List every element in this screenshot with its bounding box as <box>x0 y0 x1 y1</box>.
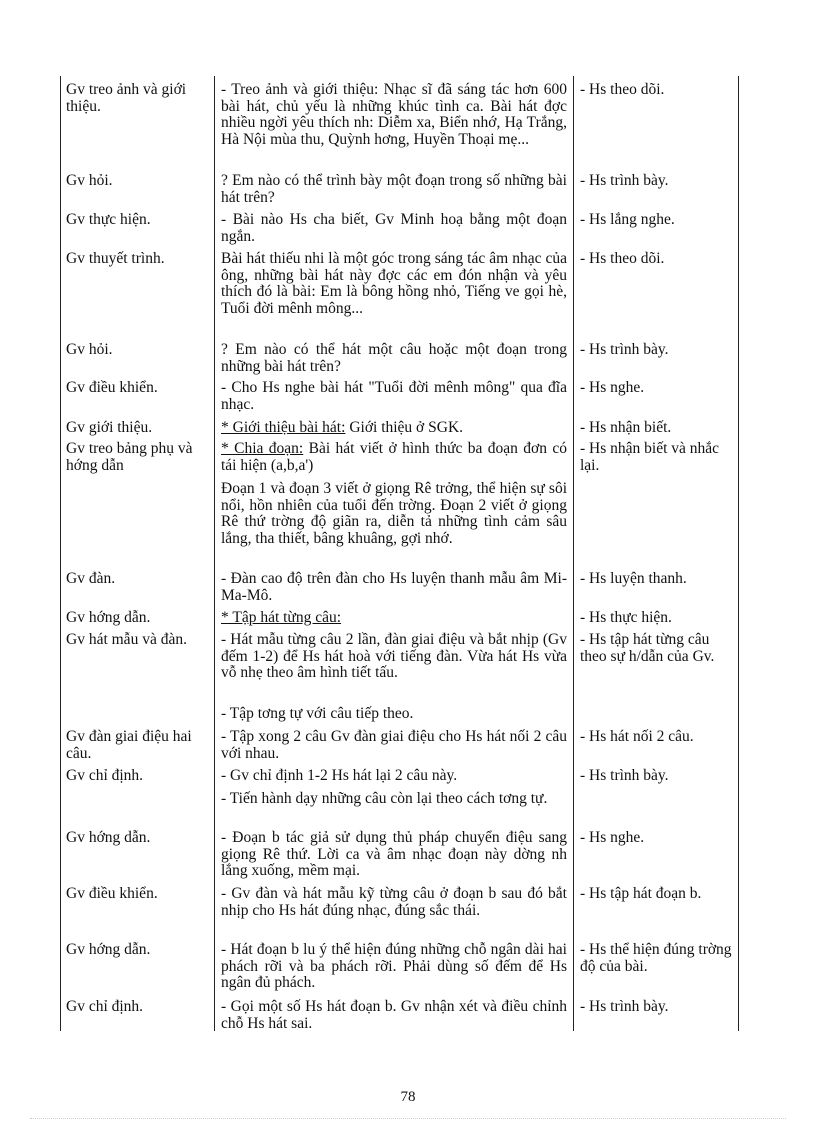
lesson-content: - Cho Hs nghe bài hát "Tuổi đời mênh mông" qua đĩa nhạc. <box>221 379 567 413</box>
student-activity: - Hs nghe. <box>580 379 645 396</box>
student-activity: - Hs luyện thanh. <box>580 570 687 587</box>
student-activity: - Hs trình bày. <box>580 767 669 784</box>
teacher-activity: Gv giới thiệu. <box>66 419 153 436</box>
student-activity: - Hs nhận biết và nhắc lại. <box>580 440 720 474</box>
student-activity: - Hs tập hát đoạn b. <box>580 885 702 902</box>
lesson-content: - Đoạn b tác giả sử dụng thủ pháp chuyển điệu sang giọng Rê thứ. Lời ca và âm nhạc đoạn này dờng nh lắng xuống, mềm mại. <box>221 829 567 880</box>
lesson-content: ? Em nào có thể hát một câu hoặc một đoạn trong những bài hát trên? <box>221 341 567 375</box>
student-activity: - Hs nghe. <box>580 829 645 846</box>
student-activity: - Hs nhận biết. <box>580 419 672 436</box>
section-heading: * Tập hát từng câu: <box>221 609 342 626</box>
table-border-left <box>60 76 61 1031</box>
lesson-content: - Đàn cao độ trên đàn cho Hs luyện thanh mẫu âm Mi-Ma-Mô. <box>221 570 567 604</box>
teacher-activity: Gv hớng dẫn. <box>66 829 151 846</box>
teacher-activity: Gv hát mẫu và đàn. <box>66 631 187 648</box>
lesson-content: - Gv đàn và hát mẫu kỹ từng câu ở đoạn b sau đó bắt nhịp cho Hs hát đúng nhạc, đúng sắc thái. <box>221 885 567 919</box>
student-activity: - Hs thực hiện. <box>580 609 672 626</box>
section-text: Bài hát viết ở hình thức ba đoạn đơn có tái hiện (a,b,a') <box>221 440 567 474</box>
table-divider-1 <box>214 76 215 1031</box>
teacher-activity: Gv treo ảnh và giới thiệu. <box>66 81 187 115</box>
teacher-activity: Gv hớng dẫn. <box>66 609 151 626</box>
lesson-content: - Gọi một số Hs hát đoạn b. Gv nhận xét và điều chỉnh chỗ Hs hát sai. <box>221 998 567 1032</box>
footer-dotted-line <box>30 1118 786 1119</box>
teacher-activity: Gv thực hiện. <box>66 211 151 228</box>
lesson-content: - Tập tơng tự với câu tiếp theo. <box>221 705 414 722</box>
teacher-activity: Gv thuyết trình. <box>66 250 165 267</box>
student-activity: - Hs trình bày. <box>580 341 669 358</box>
lesson-content <box>221 420 567 437</box>
table-divider-2 <box>573 76 574 1031</box>
student-activity: - Hs trình bày. <box>580 998 669 1015</box>
table-border-right <box>738 76 739 1031</box>
teacher-activity: Gv chỉ định. <box>66 767 144 784</box>
lesson-content: - Tiến hành dạy những câu còn lại theo cách tơng tự. <box>221 790 548 807</box>
student-activity: - Hs tập hát từng câu theo sự h/dẫn của Gv. <box>580 631 715 665</box>
teacher-activity: Gv hỏi. <box>66 341 113 358</box>
section-text: Giới thiệu ở SGK. <box>345 419 464 436</box>
lesson-content: Bài hát thiếu nhi là một góc trong sáng tác âm nhạc của ông, những bài hát này đợc các em đón nhận và yêu thích đó là bài: Em là bông hồng nhỏ, Tiếng ve gọi hè, Tuổi đời mênh mông... <box>221 250 567 317</box>
student-activity: - Hs hát nối 2 câu. <box>580 728 694 745</box>
lesson-content <box>221 441 567 474</box>
teacher-activity: Gv điều khiển. <box>66 379 158 396</box>
student-activity: - Hs trình bày. <box>580 172 669 189</box>
student-activity: - Hs theo dõi. <box>580 250 665 267</box>
section-heading: * Chia đoạn: <box>221 440 304 457</box>
lesson-content: - Treo ảnh và giới thiệu: Nhạc sĩ đã sáng tác hơn 600 bài hát, chủ yếu là những khúc tình ca. Bài hát đợc nhiều ngời yêu thích nh: Diễm xa, Biển nhớ, Hạ Trắng, Hà Nội mùa thu, Quỳnh hơng, Huyền Thoại mẹ... <box>221 81 567 148</box>
lesson-content: - Hát mẫu từng câu 2 lần, đàn giai điệu và bắt nhịp (Gv đếm 1-2) để Hs hát hoà với tiếng đàn. Vừa hát Hs vừa vỗ nhẹ theo âm hình tiết tấu. <box>221 631 567 682</box>
lesson-content: - Tập xong 2 câu Gv đàn giai điệu cho Hs hát nối 2 câu với nhau. <box>221 728 567 762</box>
student-activity: - Hs lắng nghe. <box>580 211 675 228</box>
teacher-activity: Gv đàn giai điệu hai câu. <box>66 728 192 762</box>
teacher-activity: Gv hỏi. <box>66 172 113 189</box>
lesson-content: - Bài nào Hs cha biết, Gv Minh hoạ bằng một đoạn ngắn. <box>221 211 567 245</box>
page-number: 78 <box>400 1089 416 1105</box>
student-activity: - Hs theo dõi. <box>580 81 665 98</box>
lesson-content: Đoạn 1 và đoạn 3 viết ở giọng Rê trởng, thể hiện sự sôi nổi, hồn nhiên của tuổi đến trờng. Đoạn 2 viết ở giọng Rê thứ trờng độ giãn ra, diễn tả những tình cảm sâu lắng, tha thiết, bâng khuâng, gợi nhớ. <box>221 480 567 547</box>
student-activity: - Hs thể hiện đúng trờng độ của bài. <box>580 941 732 975</box>
teacher-activity: Gv điều khiển. <box>66 885 158 902</box>
lesson-content: - Gv chỉ định 1-2 Hs hát lại 2 câu này. <box>221 767 458 784</box>
teacher-activity: Gv chỉ định. <box>66 998 144 1015</box>
lesson-content: ? Em nào có thể trình bày một đoạn trong số những bài hát trên? <box>221 172 567 206</box>
lesson-content <box>221 610 567 627</box>
teacher-activity: Gv đàn. <box>66 570 116 587</box>
teacher-activity: Gv hớng dẫn. <box>66 941 151 958</box>
section-heading: * Giới thiệu bài hát: <box>221 419 346 436</box>
teacher-activity: Gv treo bảng phụ và hớng dẫn <box>66 440 193 474</box>
lesson-content: - Hát đoạn b lu ý thể hiện đúng những chỗ ngân dài hai phách rỡi và ba phách rỡi. Phải dùng số đếm để Hs ngân đủ phách. <box>221 941 567 992</box>
